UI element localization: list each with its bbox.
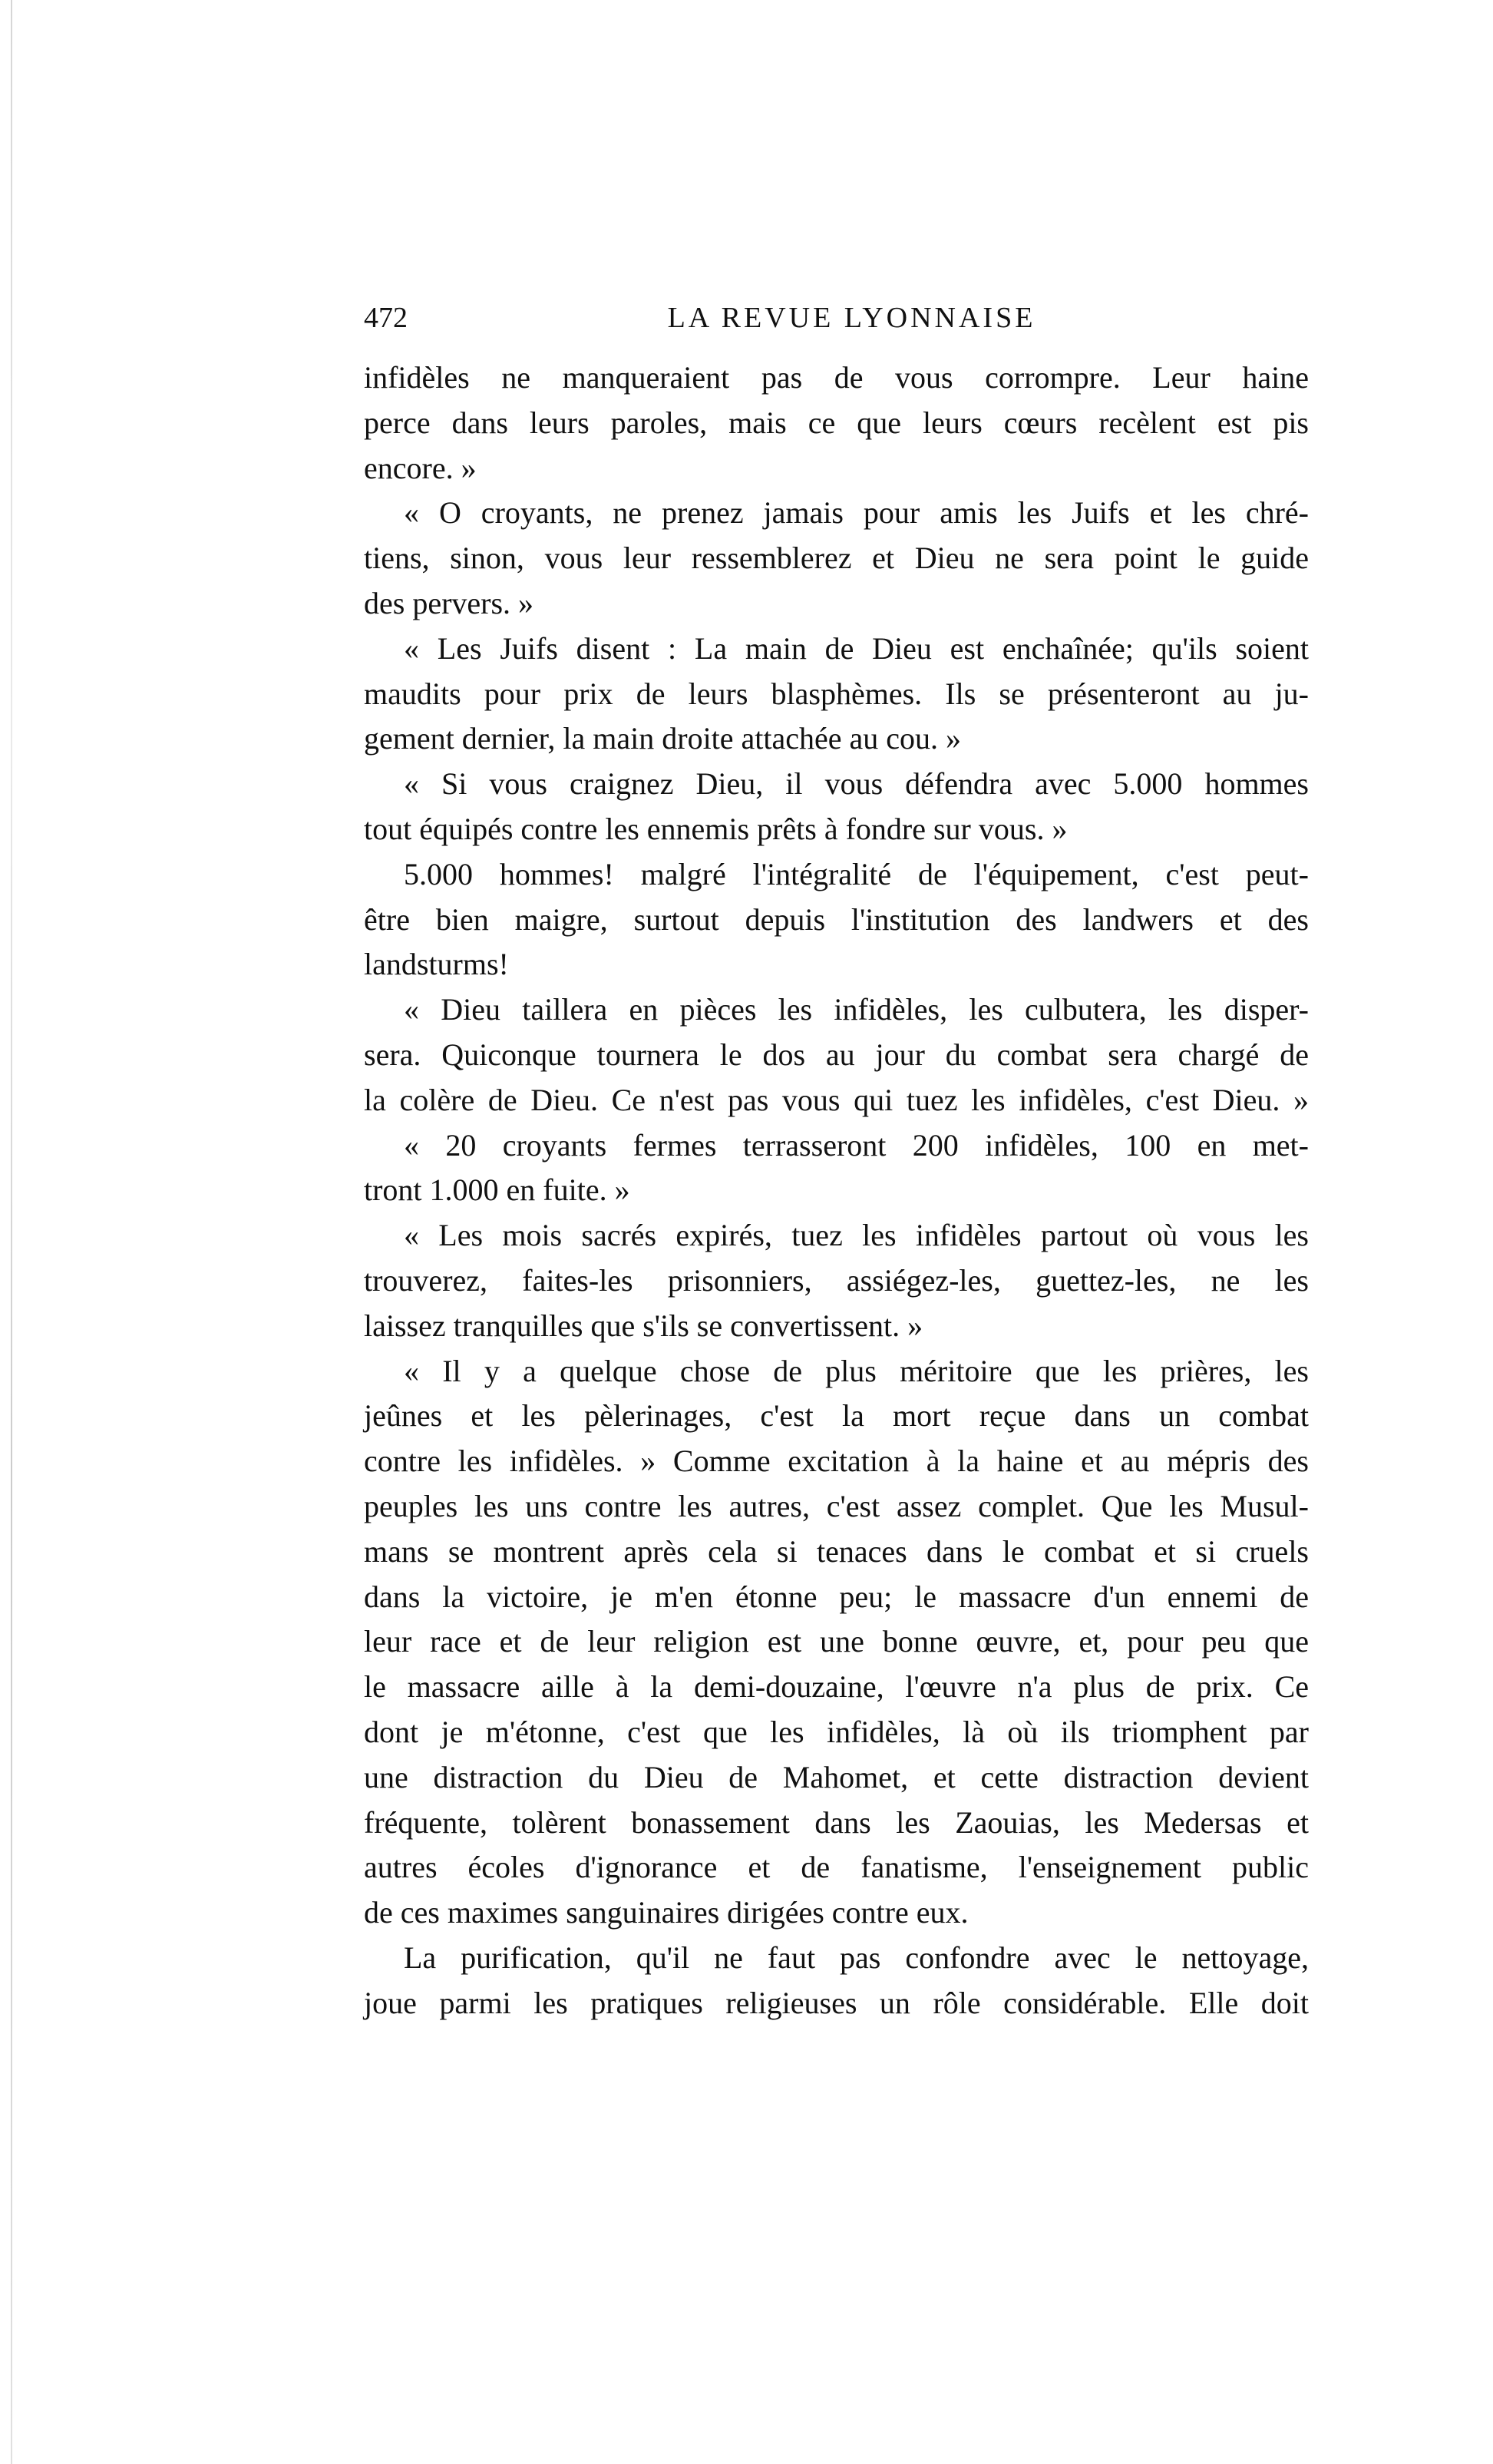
text-line: maudits pour prix de leurs blasphèmes. Ils se présenteront au ju- xyxy=(364,676,1309,711)
text-line: laissez tranquilles que s'ils se convertissent. » xyxy=(364,1308,923,1343)
text-line: dans la victoire, je m'en étonne peu; le massacre d'un ennemi de xyxy=(364,1579,1309,1614)
text-line: 5.000 hommes! malgré l'intégralité de l'équipement, c'est peut- xyxy=(404,856,1309,891)
text-line: leur race et de leur religion est une bonne œuvre, et, pour peu que xyxy=(364,1624,1309,1659)
text-line: « Si vous craignez Dieu, il vous défendra avec 5.000 hommes xyxy=(404,766,1309,802)
paragraph xyxy=(364,1936,1309,2026)
text-line: joue parmi les pratiques religieuses un rôle considérable. Elle doit xyxy=(364,1985,1309,2020)
text-line: « Les Juifs disent : La main de Dieu est enchaînée; qu'ils soient xyxy=(404,630,1309,666)
running-title: LA REVUE LYONNAISE xyxy=(667,302,1036,334)
text-line: tront 1.000 en fuite. » xyxy=(364,1172,630,1208)
paragraph xyxy=(364,762,1309,852)
text-line: le massacre aille à la demi-douzaine, l'œuvre n'a plus de prix. Ce xyxy=(364,1669,1309,1705)
text-line: landsturms! xyxy=(364,947,509,982)
paragraph xyxy=(364,987,1309,1123)
paragraph xyxy=(364,356,1309,491)
text-line: perce dans leurs paroles, mais ce que leurs cœurs recèlent est pis xyxy=(364,405,1309,440)
text-line: infidèles ne manqueraient pas de vous corrompre. Leur haine xyxy=(364,360,1309,395)
text-line: des pervers. » xyxy=(364,585,534,620)
text-line: encore. » xyxy=(364,450,477,485)
text-line: sera. Quiconque tournera le dos au jour du combat sera chargé de xyxy=(364,1037,1309,1072)
text-line: dont je m'étonne, c'est que les infidèles, là où ils triomphent par xyxy=(364,1714,1309,1749)
paragraph xyxy=(364,1123,1309,1214)
paragraph xyxy=(364,491,1309,626)
text-line: être bien maigre, surtout depuis l'institution des landwers et des xyxy=(364,901,1309,937)
text-line: la colère de Dieu. Ce n'est pas vous qui tuez les infidèles, c'est Dieu. » xyxy=(364,1082,1309,1117)
text-line: « Dieu taillera en pièces les infidèles, les culbutera, les disper- xyxy=(404,992,1309,1027)
text-line: « 20 croyants fermes terrasseront 200 infidèles, 100 en met- xyxy=(404,1127,1309,1163)
text-line: fréquente, tolèrent bonassement dans les Zaouias, les Medersas et xyxy=(364,1804,1309,1840)
text-line: autres écoles d'ignorance et de fanatisme, l'enseignement public xyxy=(364,1850,1309,1885)
text-line: La purification, qu'il ne faut pas confondre avec le nettoyage, xyxy=(404,1940,1309,1975)
text-line: gement dernier, la main droite attachée au cou. » xyxy=(364,721,962,756)
paragraph xyxy=(364,1213,1309,1348)
scan-edge xyxy=(11,0,12,2464)
text-line: de ces maximes sanguinaires dirigées contre eux. xyxy=(364,1895,969,1930)
paragraph xyxy=(364,627,1309,762)
text-line: jeûnes et les pèlerinages, c'est la mort reçue dans un combat xyxy=(364,1398,1309,1434)
text-line: tiens, sinon, vous leur ressemblerez et Dieu ne sera point le guide xyxy=(364,541,1309,576)
paragraph xyxy=(364,852,1309,987)
text-line: une distraction du Dieu de Mahomet, et cette distraction devient xyxy=(364,1759,1309,1794)
paragraph xyxy=(364,1349,1309,1936)
text-line: mans se montrent après cela si tenaces dans le combat et si cruels xyxy=(364,1533,1309,1569)
text-line: contre les infidèles. » Comme excitation à la haine et au mépris des xyxy=(364,1444,1309,1479)
text-line: « Les mois sacrés expirés, tuez les infidèles partout où vous les xyxy=(404,1218,1309,1253)
text-line: « O croyants, ne prenez jamais pour amis les Juifs et les chré- xyxy=(404,495,1309,531)
page-number: 472 xyxy=(364,302,408,334)
page-header xyxy=(364,301,1309,339)
text-line: peuples les uns contre les autres, c'est assez complet. Que les Musul- xyxy=(364,1488,1309,1523)
text-line: « Il y a quelque chose de plus méritoire que les prières, les xyxy=(404,1353,1309,1388)
text-line: tout équipés contre les ennemis prêts à fondre sur vous. » xyxy=(364,811,1068,846)
page-body xyxy=(364,356,1309,2026)
text-line: trouverez, faites-les prisonniers, assiégez-les, guettez-les, ne les xyxy=(364,1262,1309,1298)
